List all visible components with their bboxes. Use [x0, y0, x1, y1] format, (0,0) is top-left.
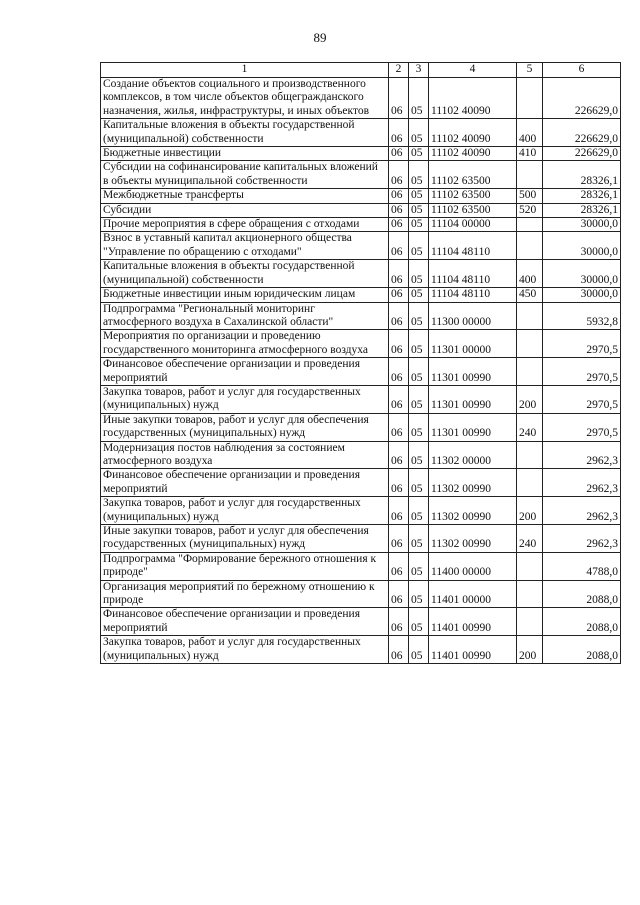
target-article-cell: 11104 48110	[429, 232, 517, 260]
amount-cell: 226629,0	[543, 147, 621, 161]
subsection-code-cell: 05	[409, 147, 429, 161]
item-name-cell: Создание объектов социального и производственного комплексов, в том числе объектов общегражданского назначения, жилья, инфраструктуры, и иных объектов	[101, 78, 389, 119]
section-code-cell: 06	[389, 358, 409, 386]
section-code-cell: 06	[389, 636, 409, 664]
table-header-row	[101, 63, 621, 78]
table-row	[101, 147, 621, 161]
amount-cell: 30000,0	[543, 260, 621, 288]
section-code-cell: 06	[389, 189, 409, 203]
expense-type-cell	[517, 78, 543, 119]
amount-cell: 2962,3	[543, 441, 621, 469]
target-article-cell: 11401 00000	[429, 580, 517, 608]
section-code-cell: 06	[389, 413, 409, 441]
subsection-code-cell: 05	[409, 385, 429, 413]
amount-cell: 30000,0	[543, 232, 621, 260]
section-code-cell: 06	[389, 469, 409, 497]
target-article-cell: 11400 00000	[429, 552, 517, 580]
expense-type-cell	[517, 161, 543, 189]
section-code-cell: 06	[389, 441, 409, 469]
item-name-cell: Мероприятия по организации и проведению государственного мониторинга атмосферного воздуха	[101, 330, 389, 358]
expense-type-cell: 450	[517, 288, 543, 302]
column-header: 2	[389, 63, 409, 78]
table-row	[101, 78, 621, 119]
section-code-cell: 06	[389, 78, 409, 119]
target-article-cell: 11102 40090	[429, 78, 517, 119]
section-code-cell: 06	[389, 552, 409, 580]
section-code-cell: 06	[389, 288, 409, 302]
item-name-cell: Модернизация постов наблюдения за состоянием атмосферного воздуха	[101, 441, 389, 469]
amount-cell: 2970,5	[543, 413, 621, 441]
subsection-code-cell: 05	[409, 189, 429, 203]
item-name-cell: Закупка товаров, работ и услуг для государственных (муниципальных) нужд	[101, 636, 389, 664]
expense-type-cell	[517, 218, 543, 232]
target-article-cell: 11102 40090	[429, 147, 517, 161]
page-number: 89	[313, 30, 327, 45]
expense-type-cell	[517, 232, 543, 260]
target-article-cell: 11102 63500	[429, 161, 517, 189]
amount-cell: 2970,5	[543, 330, 621, 358]
subsection-code-cell: 05	[409, 497, 429, 525]
subsection-code-cell: 05	[409, 161, 429, 189]
section-code-cell: 06	[389, 302, 409, 330]
table-row	[101, 469, 621, 497]
table-row	[101, 189, 621, 203]
expense-type-cell: 240	[517, 525, 543, 553]
subsection-code-cell: 05	[409, 636, 429, 664]
expense-type-cell: 200	[517, 636, 543, 664]
amount-cell: 2970,5	[543, 385, 621, 413]
target-article-cell: 11302 00990	[429, 469, 517, 497]
target-article-cell: 11302 00990	[429, 497, 517, 525]
subsection-code-cell: 05	[409, 232, 429, 260]
target-article-cell: 11102 63500	[429, 189, 517, 203]
amount-cell: 30000,0	[543, 218, 621, 232]
target-article-cell: 11302 00990	[429, 525, 517, 553]
subsection-code-cell: 05	[409, 469, 429, 497]
expense-type-cell	[517, 302, 543, 330]
column-header: 5	[517, 63, 543, 78]
expense-type-cell	[517, 469, 543, 497]
section-code-cell: 06	[389, 330, 409, 358]
amount-cell: 2970,5	[543, 358, 621, 386]
expense-type-cell: 520	[517, 203, 543, 217]
expense-type-cell	[517, 441, 543, 469]
item-name-cell: Капитальные вложения в объекты государственной (муниципальной) собственности	[101, 260, 389, 288]
table-row	[101, 636, 621, 664]
subsection-code-cell: 05	[409, 203, 429, 217]
amount-cell: 226629,0	[543, 78, 621, 119]
table-row	[101, 260, 621, 288]
item-name-cell: Межбюджетные трансферты	[101, 189, 389, 203]
table-row	[101, 161, 621, 189]
table-row	[101, 358, 621, 386]
item-name-cell: Подпрограмма "Региональный мониторинг атмосферного воздуха в Сахалинской области"	[101, 302, 389, 330]
item-name-cell: Субсидии на софинансирование капитальных вложений в объекты муниципальной собственности	[101, 161, 389, 189]
section-code-cell: 06	[389, 608, 409, 636]
section-code-cell: 06	[389, 218, 409, 232]
target-article-cell: 11301 00990	[429, 413, 517, 441]
column-header: 4	[429, 63, 517, 78]
expense-type-cell: 400	[517, 119, 543, 147]
subsection-code-cell: 05	[409, 441, 429, 469]
item-name-cell: Субсидии	[101, 203, 389, 217]
section-code-cell: 06	[389, 525, 409, 553]
target-article-cell: 11302 00000	[429, 441, 517, 469]
table-row	[101, 218, 621, 232]
table-row	[101, 552, 621, 580]
item-name-cell: Финансовое обеспечение организации и проведения мероприятий	[101, 358, 389, 386]
amount-cell: 2088,0	[543, 580, 621, 608]
section-code-cell: 06	[389, 119, 409, 147]
item-name-cell: Финансовое обеспечение организации и проведения мероприятий	[101, 608, 389, 636]
item-name-cell: Закупка товаров, работ и услуг для государственных (муниципальных) нужд	[101, 385, 389, 413]
table-row	[101, 288, 621, 302]
expense-type-cell	[517, 580, 543, 608]
amount-cell: 4788,0	[543, 552, 621, 580]
expense-type-cell	[517, 330, 543, 358]
expense-type-cell	[517, 552, 543, 580]
amount-cell: 28326,1	[543, 189, 621, 203]
target-article-cell: 11102 63500	[429, 203, 517, 217]
item-name-cell: Подпрограмма "Формирование бережного отношения к природе"	[101, 552, 389, 580]
item-name-cell: Закупка товаров, работ и услуг для государственных (муниципальных) нужд	[101, 497, 389, 525]
item-name-cell: Бюджетные инвестиции	[101, 147, 389, 161]
column-header: 3	[409, 63, 429, 78]
section-code-cell: 06	[389, 260, 409, 288]
table-row	[101, 525, 621, 553]
target-article-cell: 11104 48110	[429, 288, 517, 302]
item-name-cell: Иные закупки товаров, работ и услуг для обеспечения государственных (муниципальных) нужд	[101, 413, 389, 441]
budget-table	[100, 62, 621, 664]
subsection-code-cell: 05	[409, 260, 429, 288]
section-code-cell: 06	[389, 232, 409, 260]
section-code-cell: 06	[389, 147, 409, 161]
target-article-cell: 11104 00000	[429, 218, 517, 232]
section-code-cell: 06	[389, 497, 409, 525]
amount-cell: 2962,3	[543, 497, 621, 525]
item-name-cell: Прочие мероприятия в сфере обращения с отходами	[101, 218, 389, 232]
table-row	[101, 441, 621, 469]
target-article-cell: 11102 40090	[429, 119, 517, 147]
expense-type-cell: 400	[517, 260, 543, 288]
amount-cell: 226629,0	[543, 119, 621, 147]
target-article-cell: 11401 00990	[429, 636, 517, 664]
item-name-cell: Иные закупки товаров, работ и услуг для обеспечения государственных (муниципальных) нужд	[101, 525, 389, 553]
table-row	[101, 203, 621, 217]
amount-cell: 2088,0	[543, 608, 621, 636]
table-row	[101, 608, 621, 636]
expense-type-cell	[517, 358, 543, 386]
subsection-code-cell: 05	[409, 525, 429, 553]
table-row	[101, 330, 621, 358]
amount-cell: 2962,3	[543, 469, 621, 497]
table-row	[101, 302, 621, 330]
subsection-code-cell: 05	[409, 608, 429, 636]
expense-type-cell	[517, 608, 543, 636]
expense-type-cell: 200	[517, 385, 543, 413]
amount-cell: 28326,1	[543, 203, 621, 217]
target-article-cell: 11301 00000	[429, 330, 517, 358]
subsection-code-cell: 05	[409, 78, 429, 119]
item-name-cell: Финансовое обеспечение организации и проведения мероприятий	[101, 469, 389, 497]
item-name-cell: Взнос в уставный капитал акционерного общества "Управление по обращению с отходами"	[101, 232, 389, 260]
column-header: 6	[543, 63, 621, 78]
table-row	[101, 119, 621, 147]
subsection-code-cell: 05	[409, 218, 429, 232]
target-article-cell: 11104 48110	[429, 260, 517, 288]
subsection-code-cell: 05	[409, 330, 429, 358]
item-name-cell: Бюджетные инвестиции иным юридическим лицам	[101, 288, 389, 302]
expense-type-cell: 500	[517, 189, 543, 203]
amount-cell: 2962,3	[543, 525, 621, 553]
table-row	[101, 385, 621, 413]
amount-cell: 28326,1	[543, 161, 621, 189]
section-code-cell: 06	[389, 161, 409, 189]
section-code-cell: 06	[389, 580, 409, 608]
target-article-cell: 11300 00000	[429, 302, 517, 330]
amount-cell: 5932,8	[543, 302, 621, 330]
expense-type-cell: 410	[517, 147, 543, 161]
section-code-cell: 06	[389, 385, 409, 413]
subsection-code-cell: 05	[409, 302, 429, 330]
item-name-cell: Капитальные вложения в объекты государственной (муниципальной) собственности	[101, 119, 389, 147]
expense-type-cell: 240	[517, 413, 543, 441]
subsection-code-cell: 05	[409, 288, 429, 302]
subsection-code-cell: 05	[409, 358, 429, 386]
subsection-code-cell: 05	[409, 413, 429, 441]
amount-cell: 30000,0	[543, 288, 621, 302]
expense-type-cell: 200	[517, 497, 543, 525]
amount-cell: 2088,0	[543, 636, 621, 664]
table-row	[101, 232, 621, 260]
subsection-code-cell: 05	[409, 580, 429, 608]
column-header: 1	[101, 63, 389, 78]
table-row	[101, 413, 621, 441]
table-row	[101, 580, 621, 608]
target-article-cell: 11401 00990	[429, 608, 517, 636]
subsection-code-cell: 05	[409, 552, 429, 580]
target-article-cell: 11301 00990	[429, 385, 517, 413]
target-article-cell: 11301 00990	[429, 358, 517, 386]
table-row	[101, 497, 621, 525]
item-name-cell: Организация мероприятий по бережному отношению к природе	[101, 580, 389, 608]
section-code-cell: 06	[389, 203, 409, 217]
subsection-code-cell: 05	[409, 119, 429, 147]
